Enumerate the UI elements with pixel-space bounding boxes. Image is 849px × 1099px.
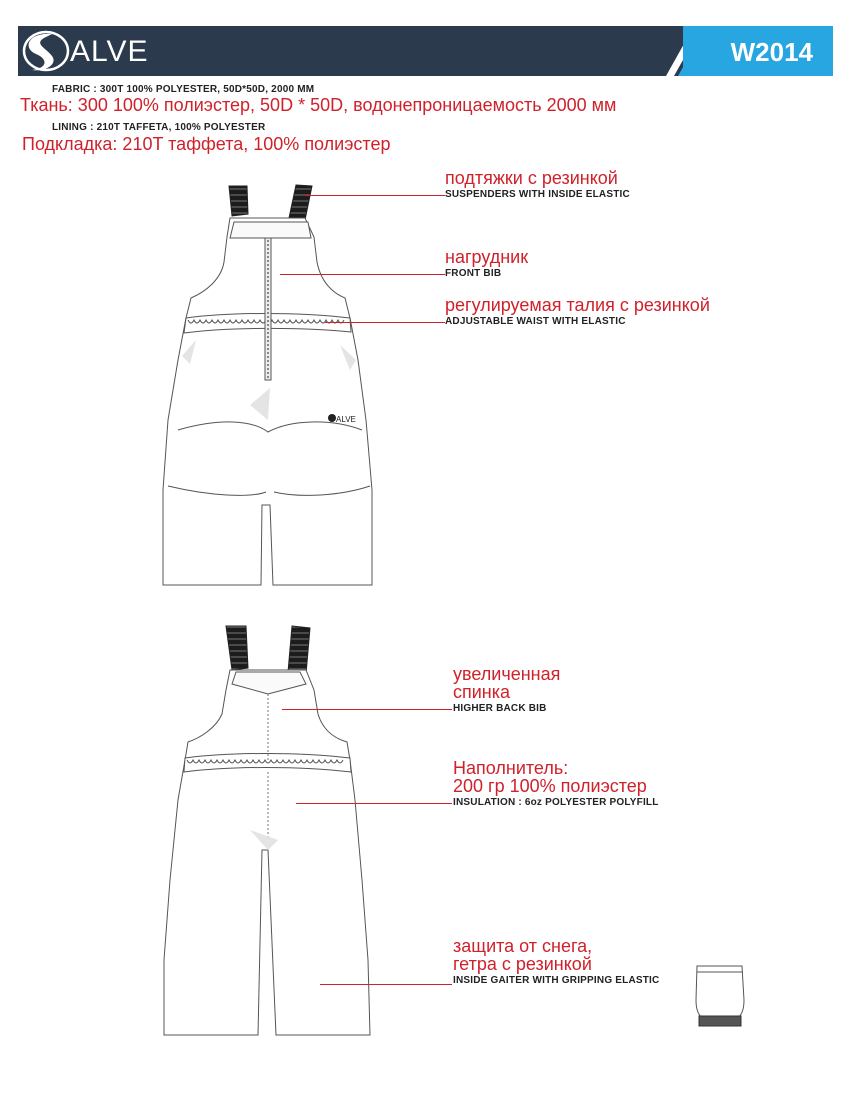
callout-back-bib	[453, 665, 560, 714]
callout-en: HIGHER BACK BIB	[453, 703, 547, 714]
front-view-drawing	[163, 185, 372, 585]
callout-en: INSIDE GAITER WITH GRIPPING ELASTIC	[453, 975, 660, 986]
back-view-drawing	[164, 626, 370, 1035]
callout-ru-line2: 200 гр 100% полиэстер	[453, 776, 647, 796]
callout-ru-line1: Наполнитель:	[453, 758, 569, 778]
gaiter-detail-drawing	[696, 966, 744, 1026]
callout-ru-line2: спинка	[453, 682, 511, 702]
leader-line	[282, 709, 452, 710]
callout-ru-line2: гетра с резинкой	[453, 954, 592, 974]
callout-front-bib	[445, 248, 528, 279]
fabric-spec-ru: Ткань: 300 100% полиэстер, 50D * 50D, водонепроницаемость 2000 мм	[20, 95, 617, 115]
callout-gaiter	[453, 937, 659, 986]
garment-logo: ALVE	[336, 415, 356, 424]
callout-insulation	[453, 759, 659, 808]
leader-line	[305, 195, 445, 196]
leader-line	[325, 322, 445, 323]
callout-ru: регулируемая талия с резинкой	[445, 295, 710, 315]
leader-line	[296, 803, 452, 804]
model-number: W2014	[730, 37, 813, 67]
fabric-spec-en: FABRIC : 300T 100% POLYESTER, 50D*50D, 2000 MM	[52, 84, 315, 95]
leader-line	[280, 274, 445, 275]
callout-ru-line1: увеличенная	[453, 664, 561, 684]
lining-spec-en: LINING : 210T TAFFETA, 100% POLYESTER	[52, 122, 266, 133]
callout-ru-line1: защита от снега,	[453, 936, 593, 956]
callout-en: SUSPENDERS WITH INSIDE ELASTIC	[445, 189, 630, 200]
callout-ru: нагрудник	[445, 247, 529, 267]
callout-suspenders	[445, 169, 630, 200]
callout-en: FRONT BIB	[445, 268, 502, 279]
callout-en: ADJUSTABLE WAIST WITH ELASTIC	[445, 316, 626, 327]
callout-en: INSULATION : 6oz POLYESTER POLYFILL	[453, 797, 659, 808]
lining-spec-ru: Подкладка: 210T таффета, 100% полиэстер	[22, 134, 391, 154]
brand-name: ALVE	[70, 35, 149, 68]
callout-ru: подтяжки с резинкой	[445, 168, 618, 188]
callout-waist	[445, 296, 710, 327]
leader-line	[320, 984, 452, 985]
